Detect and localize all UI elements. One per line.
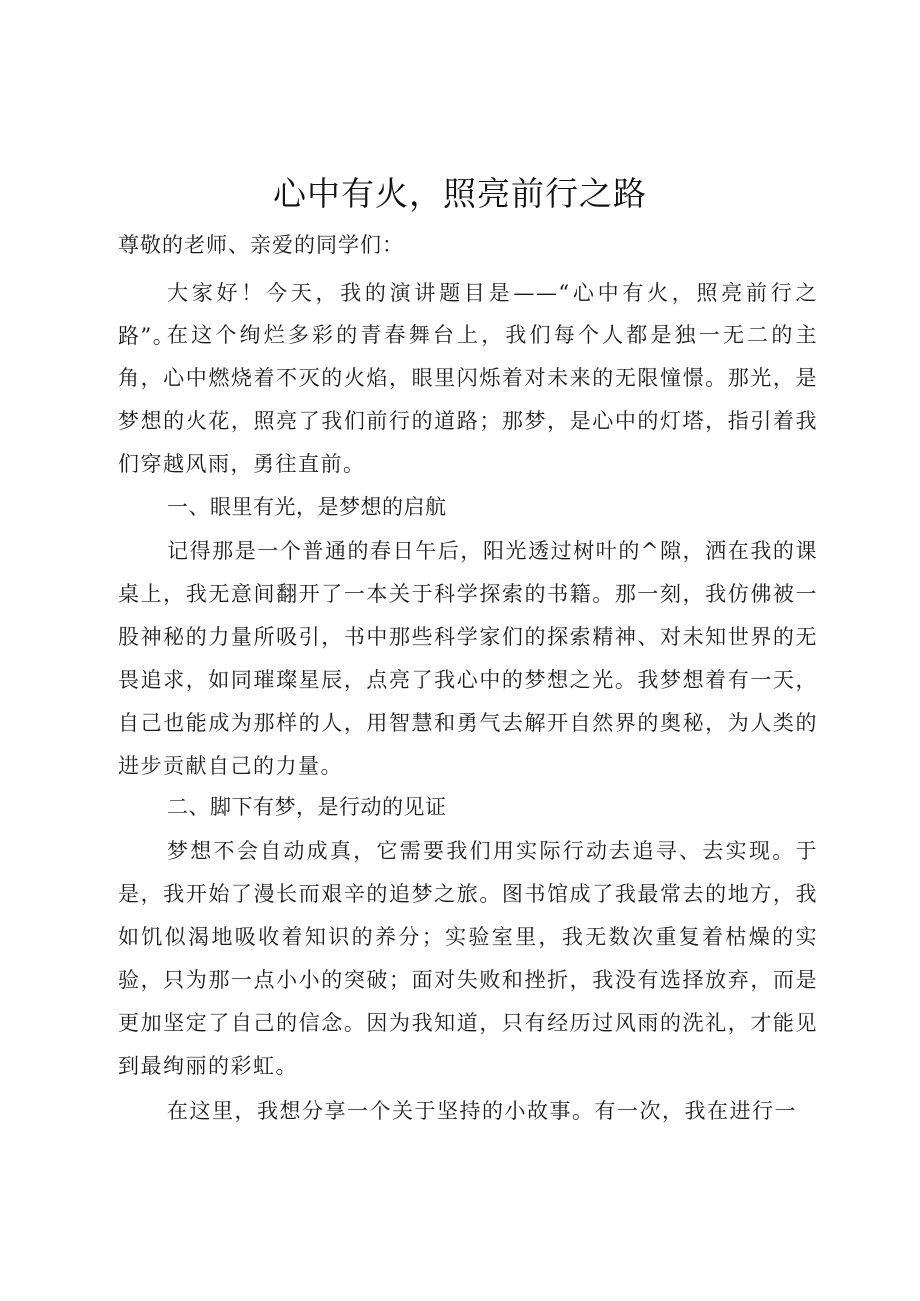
- paragraph-intro: 大家好！今天，我的演讲题目是——“心中有火，照亮前行之路”。: [118, 281, 818, 348]
- paragraph-opening: 在这个绚烂多彩的青春舞台上，我们每个人都是独一无二的主角，心中燃烧着不灭的火焰，眼里闪烁着对未来的无限憧憬。那光，是梦想的火花，照亮了我们前行的道路；那梦，是心中的灯塔，指引着我们穿越风雨，勇往直前。: [118, 323, 818, 476]
- page-title: 心中有火，照亮前行之路: [273, 174, 647, 213]
- paragraph-section2: 梦想不会自动成真，它需要我们用实际行动去追寻、去实现。于是，我开始了漫长而艰辛的追梦之旅。图书馆成了我最常去的地方，我如饥似渴地吸收着知识的养分；实验室里，我无数次重复着枯燥的实验，只为那一点小小的突破；面对失败和挫折，我没有选择放弃，而是更加坚定了自己的信念。因为我知道，只有经历过风雨的洗礼，才能见到最绚丽的彩虹。: [118, 839, 818, 1078]
- greeting: 尊敬的老师、亲爱的同学们：: [118, 233, 404, 257]
- paragraph-story-start: 在这里，我想分享一个关于坚持的小故事。有一次，我在进行一: [167, 1099, 797, 1123]
- section-heading-2: 二、脚下有梦，是行动的见证: [167, 795, 447, 819]
- section-heading-1: 一、眼里有光，是梦想的启航: [167, 495, 447, 519]
- paragraph-section1: 记得那是一个普通的春日午后，阳光透过树叶的^隙，洒在我的课桌上，我无意间翻开了一本关于科学探索的书籍。那一刻，我仿佛被一股神秘的力量所吸引，书中那些科学家们的探索精神、对未知世界的无畏追求，如同璀璨星辰，点亮了我心中的梦想之光。我梦想着有一天，自己也能成为那样的人，用智慧和勇气去解开自然界的奥秘，为人类的进步贡献自己的力量。: [118, 539, 818, 778]
